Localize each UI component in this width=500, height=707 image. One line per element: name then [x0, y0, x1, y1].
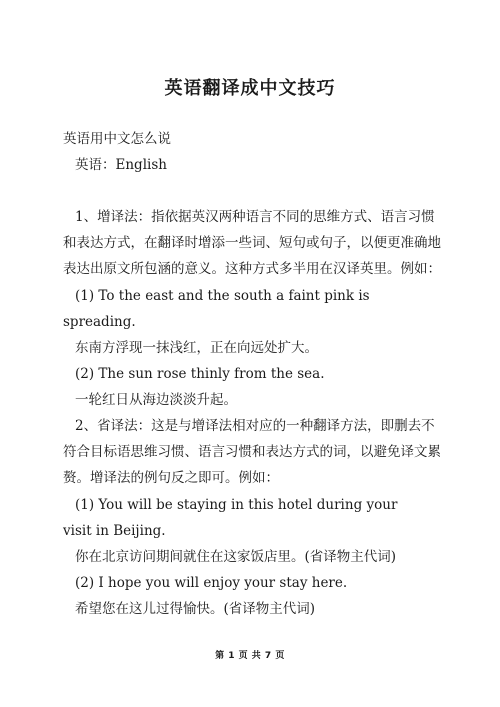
example-2-zh: 一轮红日从海边淡淡升起。	[75, 392, 237, 408]
example-1-en-cont: spreading.	[63, 314, 136, 330]
text-line-section1-1: 1、增译法：指依据英汉两种语言不同的思维方式、语言习惯	[75, 209, 435, 225]
example-3-en: (1) You will be staying in this hotel during your	[75, 497, 398, 513]
example-1-en: (1) To the east and the south a faint pink is	[75, 288, 370, 304]
text-line-section2-2: 符合目标语思维习惯、语言习惯和表达方式的词，以避免译文累	[63, 444, 441, 460]
text-line-section2-1: 2、省译法：这是与增译法相对应的一种翻译方法，即删去不	[75, 418, 435, 434]
example-3-en-cont: visit in Beijing.	[63, 523, 166, 539]
example-4-zh: 希望您在这儿过得愉快。(省译物主代词)	[75, 601, 316, 617]
document-title: 英语翻译成中文技巧	[164, 78, 336, 99]
text-line-heading: 英语用中文怎么说	[63, 131, 171, 147]
text-line-section1-3: 表达出原文所包涵的意义。这种方式多半用在汉译英里。例如：	[63, 261, 441, 277]
text-line-section1-2: 和表达方式，在翻译时增添一些词、短句或句子，以便更准确地	[63, 235, 441, 251]
example-2-en: (2) The sun rose thinly from the sea.	[75, 366, 325, 382]
text-line-section2-3: 赘。增译法的例句反之即可。例如：	[63, 470, 279, 486]
example-1-zh: 东南方浮现一抹浅红，正在向远处扩大。	[75, 340, 318, 356]
text-line-english: 英语：English	[75, 157, 167, 173]
page-number-footer: 第 1 页 共 7 页	[215, 651, 285, 661]
example-3-zh: 你在北京访问期间就住在这家饭店里。(省译物主代词)	[75, 549, 397, 565]
example-4-en: (2) I hope you will enjoy your stay here.	[75, 575, 348, 591]
